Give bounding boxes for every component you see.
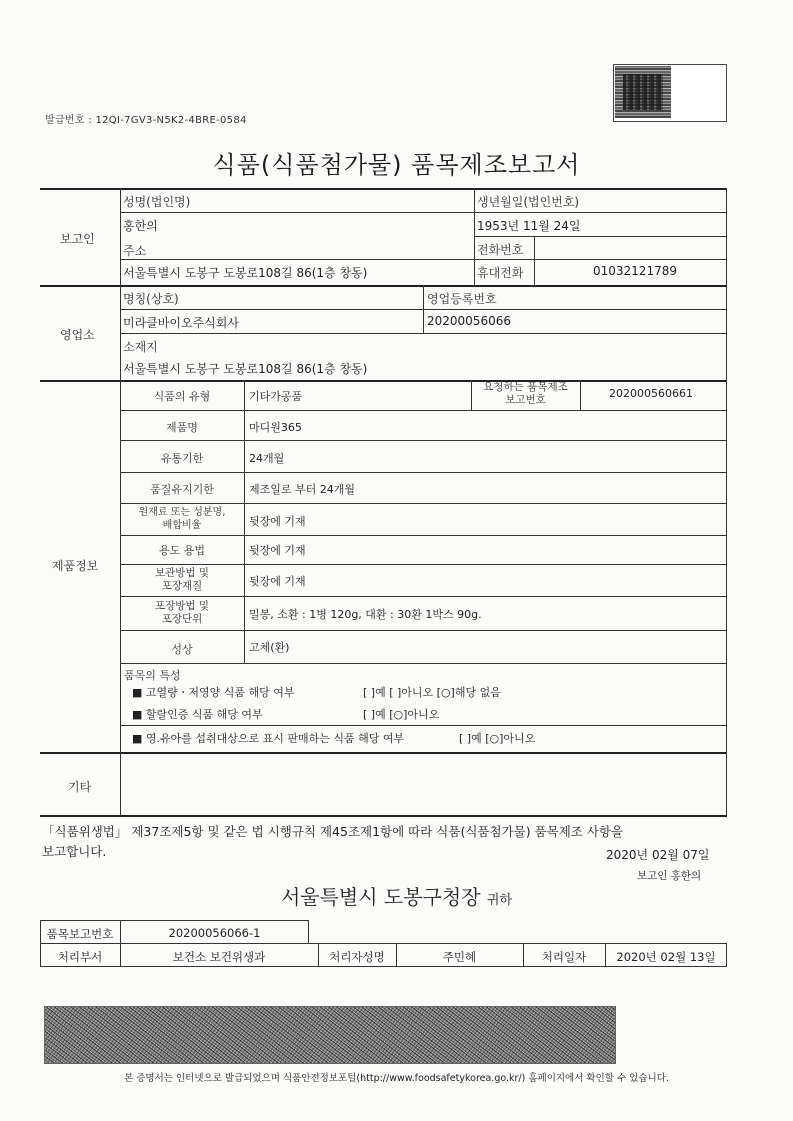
product-storage: 뒷장에 기재 <box>249 575 306 588</box>
product-features-label: 품목의 특성 <box>124 669 181 682</box>
feature-halal-label: ■ 할랄인증 식품 해당 여부 <box>132 708 263 721</box>
processing-date-label: 처리일자 <box>541 950 587 964</box>
product-usage-label: 용도 용법 <box>158 544 205 557</box>
product-ingredients: 뒷장에 기재 <box>249 515 306 528</box>
reporter-signature: 보고인 홍한의 <box>637 870 702 882</box>
feature-infant-label: ■ 영.유아를 섭취대상으로 표시 판매하는 식품 해당 여부 <box>132 732 405 745</box>
business-reg-no: 20200056066 <box>427 314 511 328</box>
dept: 보건소 보건위생과 <box>172 950 266 964</box>
reporter-birth: 1953년 11월 24일 <box>477 219 581 233</box>
document-title: 식품(식품첨가물) 품목제조보고서 <box>212 151 581 179</box>
reporter-name-label: 성명(법인명) <box>123 195 191 209</box>
business-section-label: 영업소 <box>60 328 95 342</box>
feature-infant-value: [ ]예 [○]아니오 <box>459 732 536 745</box>
product-package: 밀봉, 소환 : 1병 120g, 대환 : 30환 1박스 90g. <box>249 608 482 621</box>
feature-low-nutrition-value: [ ]예 [ ]아니오 [○]해당 없음 <box>363 686 501 699</box>
other-section-label: 기타 <box>68 780 92 794</box>
product-expiry: 24개월 <box>249 452 285 465</box>
product-type-label: 식품의 유형 <box>153 390 211 403</box>
product-type: 기타가공품 <box>249 390 303 403</box>
handler: 주민혜 <box>442 950 477 964</box>
product-req-no: 202000560661 <box>609 387 693 400</box>
issue-number: 발급번호 : 12QI-7GV3-N5K2-4BRE-0584 <box>45 115 247 126</box>
security-pattern <box>44 1006 616 1064</box>
business-name-label: 명칭(상호) <box>123 292 179 306</box>
product-name: 마디원365 <box>249 421 302 434</box>
processing-date: 2020년 02월 13일 <box>616 950 716 964</box>
business-location-label: 소재지 <box>123 340 158 354</box>
business-reg-label: 영업등록번호 <box>427 292 497 306</box>
product-req-label: 요청하는 품목제조 보고번호 <box>483 381 568 406</box>
footer-notice: 본 증명서는 인터넷으로 발급되었으며 식품안전정보포털(http://www.foodsafetykorea.go.kr/) 홈페이지에서 확인할 수 있습니다. <box>124 1073 669 1084</box>
report-no: 20200056066-1 <box>168 926 261 940</box>
report-no-label: 품목보고번호 <box>46 927 114 941</box>
handler-label: 처리자성명 <box>329 950 385 964</box>
product-expiry-label: 유통기한 <box>160 452 204 465</box>
document-barcode <box>613 64 727 122</box>
product-usage: 뒷장에 기재 <box>249 544 306 557</box>
product-form: 고체(환) <box>249 641 290 654</box>
reporter-address: 서울특별시 도봉구 도봉로108길 86(1층 창동) <box>123 266 368 280</box>
product-package-label: 포장방법 및 포장단위 <box>154 600 210 625</box>
report-date: 2020년 02월 07일 <box>606 848 710 862</box>
product-name-label: 제품명 <box>166 421 198 434</box>
dept-label: 처리부서 <box>57 950 103 964</box>
reporter-name: 홍한의 <box>123 219 158 233</box>
feature-halal-value: [ ]예 [○]아니오 <box>363 708 440 721</box>
reporter-section-label: 보고인 <box>60 232 95 246</box>
business-location: 서울특별시 도봉구 도봉로108길 86(1층 창동) <box>123 362 368 376</box>
reporter-birth-label: 생년월일(법인번호) <box>477 195 580 209</box>
product-form-label: 성상 <box>171 643 193 656</box>
business-name: 미라클바이오주식회사 <box>123 316 239 330</box>
reporter-mobile-label: 휴대전화 <box>477 266 524 280</box>
product-section-label: 제품정보 <box>52 559 99 573</box>
reporter-mobile: 01032121789 <box>593 264 677 278</box>
product-quality: 제조일로 부터 24개월 <box>249 483 355 496</box>
reporter-phone-label: 전화번호 <box>477 243 524 257</box>
reporter-address-label: 주소 <box>123 244 147 258</box>
addressee: 서울특별시 도봉구청장 귀하 <box>280 885 513 909</box>
declaration: 「식품위생법」 제37조제5항 및 같은 법 시행규칙 제45조제1항에 따라 식품(식품첨가물) 품목제조 사항을 보고합니다. <box>42 824 624 859</box>
feature-low-nutrition-label: ■ 고열량ㆍ저영양 식품 해당 여부 <box>132 686 295 699</box>
product-ingredients-label: 원재료 또는 성분명, 배합비율 <box>138 507 226 531</box>
product-storage-label: 보관방법 및 포장재질 <box>154 567 210 592</box>
product-quality-label: 품질유지기한 <box>150 483 214 496</box>
